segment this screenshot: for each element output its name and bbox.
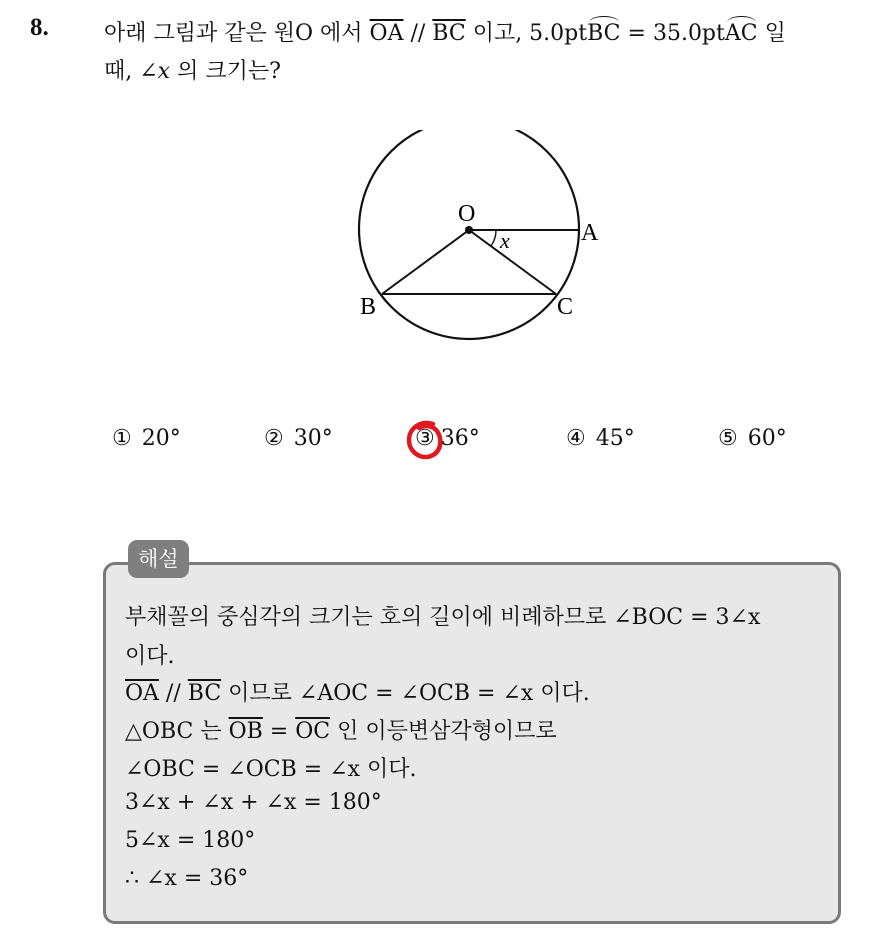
label-o: O: [458, 201, 476, 227]
choice-2-number: ②: [264, 426, 284, 451]
arc-ac: AC: [724, 21, 758, 46]
choice-5-number: ⑤: [718, 426, 738, 451]
label-x: x: [500, 228, 510, 253]
question-text-f: 의 크기는?: [170, 59, 281, 84]
solution-line-4: [125, 714, 557, 745]
solution-segment-oc: $\overline{OC}$: [295, 719, 331, 744]
angle-arc: [491, 230, 496, 246]
solution-segment-oa: $\overline{OA}$: [125, 681, 159, 706]
choice-3-number: ③: [415, 426, 435, 451]
label-a: A: [581, 220, 599, 246]
parallel-symbol: //: [403, 21, 433, 46]
solution-line-1: 부채꼴의 중심각의 크기는 호의 길이에 비례하므로 ∠BOC = 3∠x: [125, 605, 761, 630]
question-line-1: [104, 16, 786, 47]
question-number: 8.: [30, 14, 49, 41]
solution-parallel: //: [158, 681, 188, 706]
solution-line-5: ∠OBC = ∠OCB = ∠x 이다.: [125, 757, 417, 782]
arc-bc: BC: [587, 21, 621, 46]
choice-4-number: ④: [566, 426, 586, 451]
segment-bc: $\overline{BC}$: [432, 21, 466, 46]
angle-x: ∠x: [139, 59, 171, 84]
choice-1[interactable]: [112, 426, 181, 451]
solution-line-8: ∴ ∠x = 36°: [125, 866, 249, 891]
solution-line-4-c: =: [262, 719, 296, 744]
choice-5[interactable]: [718, 426, 787, 451]
solution-line-6: 3∠x + ∠x + ∠x = 180°: [125, 790, 382, 815]
center-point: [465, 226, 473, 234]
choice-2[interactable]: [264, 426, 333, 451]
segment-oa: $\overline{OA}$: [369, 21, 404, 46]
solution-line-4-a: △OBC 는: [125, 719, 229, 744]
choice-1-value: 20°: [141, 426, 181, 451]
segment-oc-line: [469, 230, 556, 294]
question-text-b: 이고, 5.0pt: [465, 21, 588, 46]
solution-line-4-e: 인 이등변삼각형이므로: [330, 719, 557, 744]
question-text-e: 때,: [104, 59, 140, 84]
solution-line-3: [125, 676, 590, 707]
solution-segment-bc: $\overline{BC}$: [187, 681, 222, 706]
question-text-c: = 35.0pt: [620, 21, 725, 46]
choice-1-number: ①: [112, 426, 132, 451]
solution-line-3-rest: 이므로 ∠AOC = ∠OCB = ∠x 이다.: [221, 681, 590, 706]
question-text-d: 일: [757, 21, 786, 46]
choice-4-value: 45°: [595, 426, 635, 451]
circle-figure: [340, 130, 600, 350]
label-c: C: [557, 294, 574, 320]
question-line-2: [104, 54, 281, 85]
label-b: B: [360, 294, 377, 320]
solution-segment-ob: $\overline{OB}$: [228, 719, 263, 744]
solution-tab: 해설: [128, 540, 189, 578]
solution-line-2: 이다.: [125, 644, 175, 669]
circle-outline: [359, 130, 579, 339]
choice-5-value: 60°: [747, 426, 787, 451]
choice-2-value: 30°: [293, 426, 333, 451]
choice-4[interactable]: [566, 426, 635, 451]
solution-line-7: 5∠x = 180°: [125, 828, 256, 853]
question-text-a: 아래 그림과 같은 원O 에서: [104, 21, 370, 46]
selected-answer-circle-mark: [403, 418, 449, 464]
choice-3-value: 36°: [440, 426, 480, 451]
segment-ob-line: [382, 230, 469, 294]
